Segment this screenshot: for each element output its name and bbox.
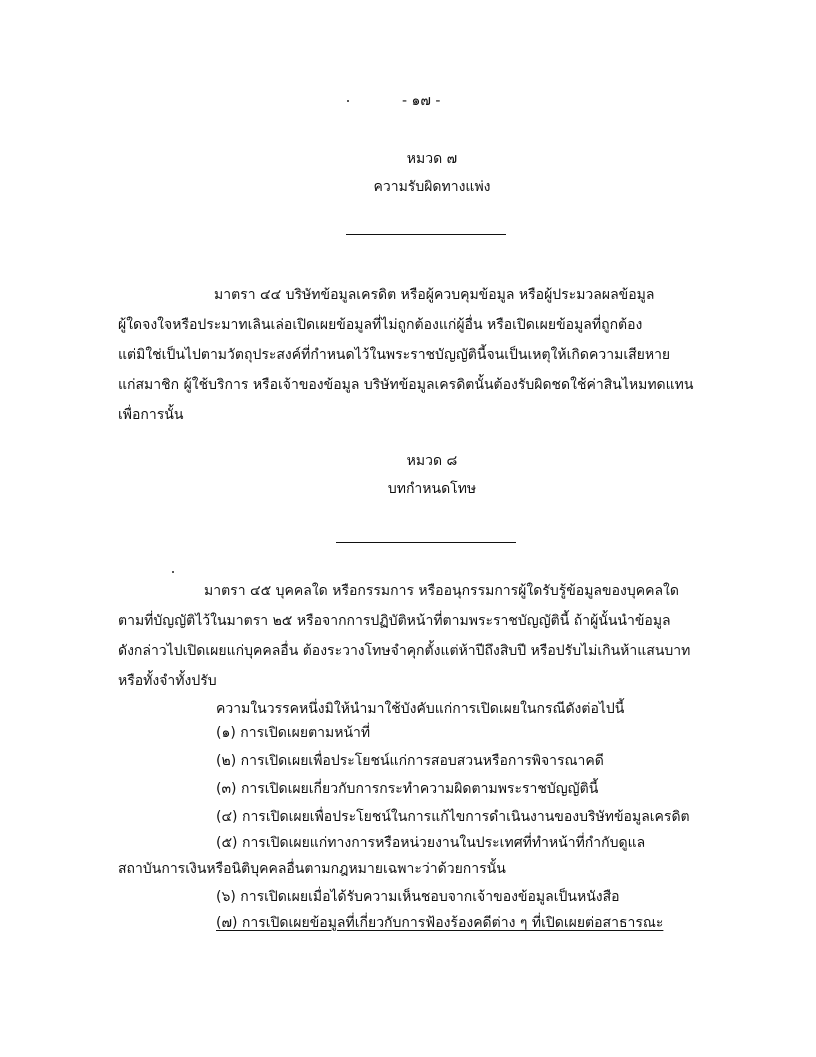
scan-speck — [172, 571, 174, 573]
chapter-8-heading: หมวด ๘ — [406, 453, 458, 469]
section-44-line: ผู้ใดจงใจหรือประมาทเลินเล่อเปิดเผยข้อมูลที่ไม่ถูกต้องแก่ผู้อื่น หรือเปิดเผยข้อมูลที่ถูกต้อง — [118, 317, 643, 333]
chapter-7-title: ความรับผิดทางแพ่ง — [373, 179, 491, 195]
exception-item: (๓) การเปิดเผยเกี่ยวกับการกระทำความผิดตามพระราชบัญญัตินี้ — [216, 781, 599, 797]
section-45-paragraph-2: ความในวรรคหนึ่งมิให้นำมาใช้บังคับแก่การเปิดเผยในกรณีดังต่อไปนี้ — [216, 701, 625, 717]
section-44-line: แต่มิใช่เป็นไปตามวัตถุประสงค์ที่กำหนดไว้ในพระราชบัญญัตินี้จนเป็นเหตุให้เกิดความเสียหาย — [118, 347, 671, 363]
chapter-7-heading: หมวด ๗ — [406, 151, 458, 167]
exception-item: (๖) การเปิดเผยเมื่อได้รับความเห็นชอบจากเจ้าของข้อมูลเป็นหนังสือ — [216, 889, 620, 905]
section-45-line: มาตรา ๔๕ บุคคลใด หรือกรรมการ หรืออนุกรรมการผู้ใดรับรู้ข้อมูลของบุคคลใด — [204, 583, 679, 599]
chapter-8-title: บทกำหนดโทษ — [387, 481, 477, 497]
page-number: - ๑๗ - — [402, 93, 441, 109]
section-44-line: มาตรา ๔๔ บริษัทข้อมูลเครดิต หรือผู้ควบคุมข้อมูล หรือผู้ประมวลผลข้อมูล — [214, 287, 655, 303]
exception-item: (๔) การเปิดเผยเพื่อประโยชน์ในการแก้ไขการดำเนินงานของบริษัทข้อมูลเครดิต — [216, 809, 690, 825]
section-45-line: ตามที่บัญญัติไว้ในมาตรา ๒๕ หรือจากการปฏิบัติหน้าที่ตามพระราชบัญญัตินี้ ถ้าผู้นั้นนำข้อมูล — [118, 613, 671, 629]
exception-item: (๕) การเปิดเผยแก่ทางการหรือหน่วยงานในประเทศที่ทำหน้าที่กำกับดูแล — [216, 835, 646, 851]
section-44-line: เพื่อการนั้น — [118, 407, 184, 423]
exception-item: (๑) การเปิดเผยตามหน้าที่ — [216, 725, 371, 741]
scan-speck — [347, 100, 349, 102]
chapter-8-divider — [336, 542, 516, 543]
exception-item-continuation: สถาบันการเงินหรือนิติบุคคลอื่นตามกฎหมายเฉพาะว่าด้วยการนั้น — [118, 861, 506, 877]
section-45-line: ดังกล่าวไปเปิดเผยแก่บุคคลอื่น ต้องระวางโทษจำคุกตั้งแต่ห้าปีถึงสิบปี หรือปรับไม่เกินห้าแสนบาท — [118, 643, 691, 659]
section-45-line: หรือทั้งจำทั้งปรับ — [118, 673, 217, 689]
chapter-7-divider — [346, 234, 506, 235]
exception-item: (๒) การเปิดเผยเพื่อประโยชน์แก่การสอบสวนหรือการพิจารณาคดี — [216, 753, 604, 769]
section-44-line: แก่สมาชิก ผู้ใช้บริการ หรือเจ้าของข้อมูล บริษัทข้อมูลเครดิตนั้นต้องรับผิดชดใช้ค่าสินไหมทดแทน — [118, 377, 694, 393]
exception-item-underlined: (๗) การเปิดเผยข้อมูลที่เกี่ยวกับการฟ้องร้องคดีต่าง ๆ ที่เปิดเผยต่อสาธารณะ — [216, 915, 664, 931]
